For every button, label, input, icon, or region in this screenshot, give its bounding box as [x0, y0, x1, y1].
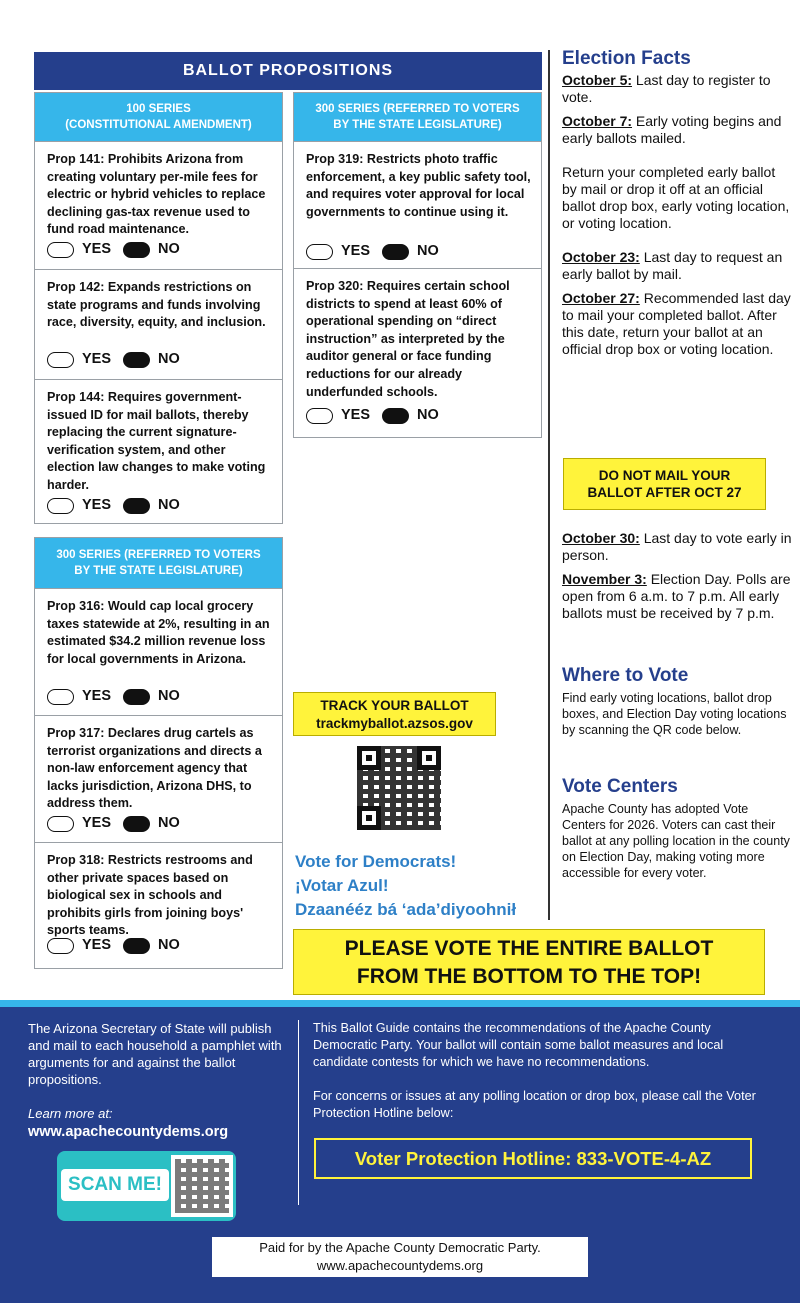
vote-row — [47, 351, 192, 369]
qr-code-icon[interactable] — [357, 746, 441, 830]
slogan-line: Vote for Democrats! — [295, 852, 457, 871]
paid-for-box — [212, 1237, 588, 1277]
scan-me-badge[interactable] — [57, 1151, 236, 1221]
yes-oval[interactable] — [47, 498, 74, 514]
no-oval-filled[interactable] — [382, 408, 409, 424]
no-oval-filled[interactable] — [123, 242, 150, 258]
no-oval-filled[interactable] — [382, 244, 409, 260]
vote-centers-title: Vote Centers — [562, 776, 678, 797]
vote-row — [47, 497, 192, 515]
no-label: NO — [417, 243, 439, 259]
prop-text: Prop 320: Requires certain school districts to spend at least 60% of operational spending on “direct instruction” as interpreted by the auditor general or face funding reductions for our already underfunded schools. — [306, 279, 510, 399]
no-label: NO — [158, 815, 180, 831]
series-header-line: 300 SERIES (REFERRED TO VOTERS — [315, 103, 520, 115]
fact-item — [562, 249, 792, 283]
fact-item — [562, 571, 792, 622]
prop-320 — [294, 268, 541, 436]
slogans — [295, 850, 545, 922]
series-300-box-right — [293, 92, 542, 438]
fact-date: November 3: — [562, 571, 647, 587]
footer-left — [28, 1020, 290, 1141]
vote-row — [47, 688, 192, 706]
fact-date: October 5: — [562, 72, 633, 88]
no-oval-filled[interactable] — [123, 498, 150, 514]
track-ballot-title: TRACK YOUR BALLOT — [320, 698, 469, 713]
yes-label: YES — [341, 407, 371, 423]
footer-divider — [298, 1020, 299, 1205]
ballot-propositions-header: BALLOT PROPOSITIONS — [34, 52, 542, 90]
fact-text: Last day to register to vote. — [562, 72, 771, 105]
slogan-line: ¡Votar Azul! — [295, 876, 389, 895]
yes-oval[interactable] — [306, 408, 333, 424]
fact-item — [562, 72, 792, 106]
prop-319 — [294, 141, 541, 268]
prop-text: Prop 144: Requires government-issued ID for mail ballots, thereby replacing the current signature-verification system, and other election law changes to make voting harder. — [47, 390, 266, 492]
prop-text: Prop 317: Declares drug cartels as terrorist organizations and directs a non-law enforcement agency that lacks jurisdiction, Arizona DHS, to address them. — [47, 726, 262, 811]
paid-for-url[interactable]: www.apachecountydems.org — [316, 1258, 484, 1273]
no-label: NO — [158, 241, 180, 257]
no-oval-filled[interactable] — [123, 938, 150, 954]
series-header-line: (CONSTITUTIONAL AMENDMENT) — [65, 119, 252, 131]
return-text: Return your completed early ballot by mail or drop it off at an official ballot drop box, early voting location, or voting location. — [562, 164, 790, 231]
hotline-text: Voter Protection Hotline: 833-VOTE-4-AZ — [354, 1148, 712, 1169]
fact-date: October 27: — [562, 290, 640, 306]
sos-text: The Arizona Secretary of State will publish and mail to each household a pamphlet with arguments for and against the ballot propositions. — [28, 1021, 282, 1087]
series-300-box-left — [34, 537, 283, 969]
concerns-text: For concerns or issues at any polling location or drop box, please call the Voter Protection Hotline below: — [313, 1089, 756, 1120]
banner-line: FROM THE BOTTOM TO THE TOP! — [356, 965, 702, 988]
yes-label: YES — [82, 241, 112, 257]
fact-text: Last day to request an early ballot by mail. — [562, 249, 783, 282]
no-label: NO — [158, 351, 180, 367]
no-label: NO — [158, 497, 180, 513]
fact-item — [562, 530, 792, 564]
vote-entire-ballot-banner — [293, 929, 765, 995]
warning-line: BALLOT AFTER OCT 27 — [587, 485, 742, 500]
election-facts-late — [562, 530, 792, 622]
yes-label: YES — [82, 815, 112, 831]
no-label: NO — [158, 688, 180, 704]
fact-text: Early voting begins and early ballots mailed. — [562, 113, 782, 146]
yes-label: YES — [82, 688, 112, 704]
fact-text: Recommended last day to mail your completed ballot. After this date, return your ballot at an official drop box or voting location. — [562, 290, 791, 357]
series-header-line: BY THE STATE LEGISLATURE) — [333, 119, 502, 131]
yes-label: YES — [82, 351, 112, 367]
where-to-vote-text: Find early voting locations, ballot drop boxes, and Election Day voting locations by scanning the QR code below. — [562, 691, 787, 737]
vote-row — [47, 241, 192, 259]
election-facts-title: Election Facts — [562, 48, 691, 69]
yes-oval[interactable] — [47, 816, 74, 832]
vote-row — [47, 815, 192, 833]
paid-for-line: Paid for by the Apache County Democratic Party. — [259, 1240, 541, 1255]
yes-oval[interactable] — [306, 244, 333, 260]
banner-line: PLEASE VOTE THE ENTIRE BALLOT — [344, 937, 714, 960]
fact-item — [562, 113, 792, 147]
yes-oval[interactable] — [47, 242, 74, 258]
vote-centers — [562, 778, 792, 881]
prop-text: Prop 316: Would cap local grocery taxes statewide at 2%, resulting in an estimated $34.2 million revenue loss for local governments in Arizona. — [47, 599, 270, 666]
no-label: NO — [417, 407, 439, 423]
scan-me-label: SCAN ME! — [61, 1169, 169, 1201]
prop-text: Prop 319: Restricts photo traffic enforcement, a key public safety tool, and requires voter approval for local governments to continue using it. — [306, 152, 531, 219]
learn-more-label: Learn more at: — [28, 1106, 113, 1121]
no-oval-filled[interactable] — [123, 816, 150, 832]
series-header-line: 300 SERIES (REFERRED TO VOTERS — [56, 549, 261, 561]
prop-text: Prop 142: Expands restrictions on state programs and funds involving race, diversity, equity, and inclusion. — [47, 280, 266, 330]
yes-label: YES — [341, 243, 371, 259]
series-100-box — [34, 92, 283, 524]
no-oval-filled[interactable] — [123, 352, 150, 368]
series-300-header — [35, 538, 282, 588]
prop-316 — [35, 588, 282, 715]
no-label: NO — [158, 937, 180, 953]
prop-text: Prop 318: Restricts restrooms and other private spaces based on biological sex in schools and prohibits girls from joining boys' sports teams. — [47, 853, 253, 938]
footer-stripe — [0, 1000, 800, 1007]
qr-code-icon[interactable] — [171, 1155, 233, 1217]
fact-date: October 30: — [562, 530, 640, 546]
prop-318 — [35, 842, 282, 967]
fact-date: October 7: — [562, 113, 633, 129]
series-300-header — [294, 93, 541, 141]
hotline-box[interactable] — [314, 1138, 752, 1179]
vote-row — [306, 407, 451, 425]
fact-text: Election Day. Polls are open from 6 a.m. to 7 p.m. All early ballots must be received by 7 p.m. — [562, 571, 791, 621]
fact-text: Last day to vote early in person. — [562, 530, 792, 563]
yes-label: YES — [82, 937, 112, 953]
yes-oval[interactable] — [47, 689, 74, 705]
do-not-mail-warning — [563, 458, 766, 510]
slogan-line: Dzaanééz bá ‘ada’diyoohnił — [295, 900, 517, 919]
prop-317 — [35, 715, 282, 842]
track-ballot-box — [293, 692, 496, 736]
vote-row — [47, 937, 192, 955]
yes-oval[interactable] — [47, 938, 74, 954]
vote-centers-text: Apache County has adopted Vote Centers for 2026. Voters can cast their ballot at any polling location in the county on Election Day, making voting more accessible for every voter. — [562, 802, 790, 880]
prop-144 — [35, 379, 282, 522]
website-link[interactable]: www.apachecountydems.org — [28, 1124, 229, 1140]
election-facts — [562, 50, 792, 358]
no-oval-filled[interactable] — [123, 689, 150, 705]
prop-text: Prop 141: Prohibits Arizona from creating voluntary per-mile fees for electric or hybrid vehicles to replace declining gas-tax revenue used to fund road maintenance. — [47, 152, 266, 237]
column-divider — [548, 50, 550, 920]
footer-right — [313, 1020, 775, 1122]
warning-line: DO NOT MAIL YOUR — [598, 468, 731, 483]
series-header-line: BY THE STATE LEGISLATURE) — [74, 565, 243, 577]
where-to-vote-title: Where to Vote — [562, 665, 689, 686]
series-header-line: 100 SERIES — [126, 103, 191, 115]
series-100-header — [35, 93, 282, 141]
guide-text: This Ballot Guide contains the recommendations of the Apache County Democratic Party. Your ballot will contain some ballot measures and local candidate contests for which we have no recommendations. — [313, 1021, 724, 1069]
yes-label: YES — [82, 497, 112, 513]
track-ballot-url[interactable]: trackmyballot.azsos.gov — [316, 716, 473, 731]
yes-oval[interactable] — [47, 352, 74, 368]
where-to-vote — [562, 667, 792, 738]
prop-141 — [35, 141, 282, 269]
vote-row — [306, 243, 451, 261]
fact-item — [562, 290, 792, 358]
fact-date: October 23: — [562, 249, 640, 265]
prop-142 — [35, 269, 282, 379]
